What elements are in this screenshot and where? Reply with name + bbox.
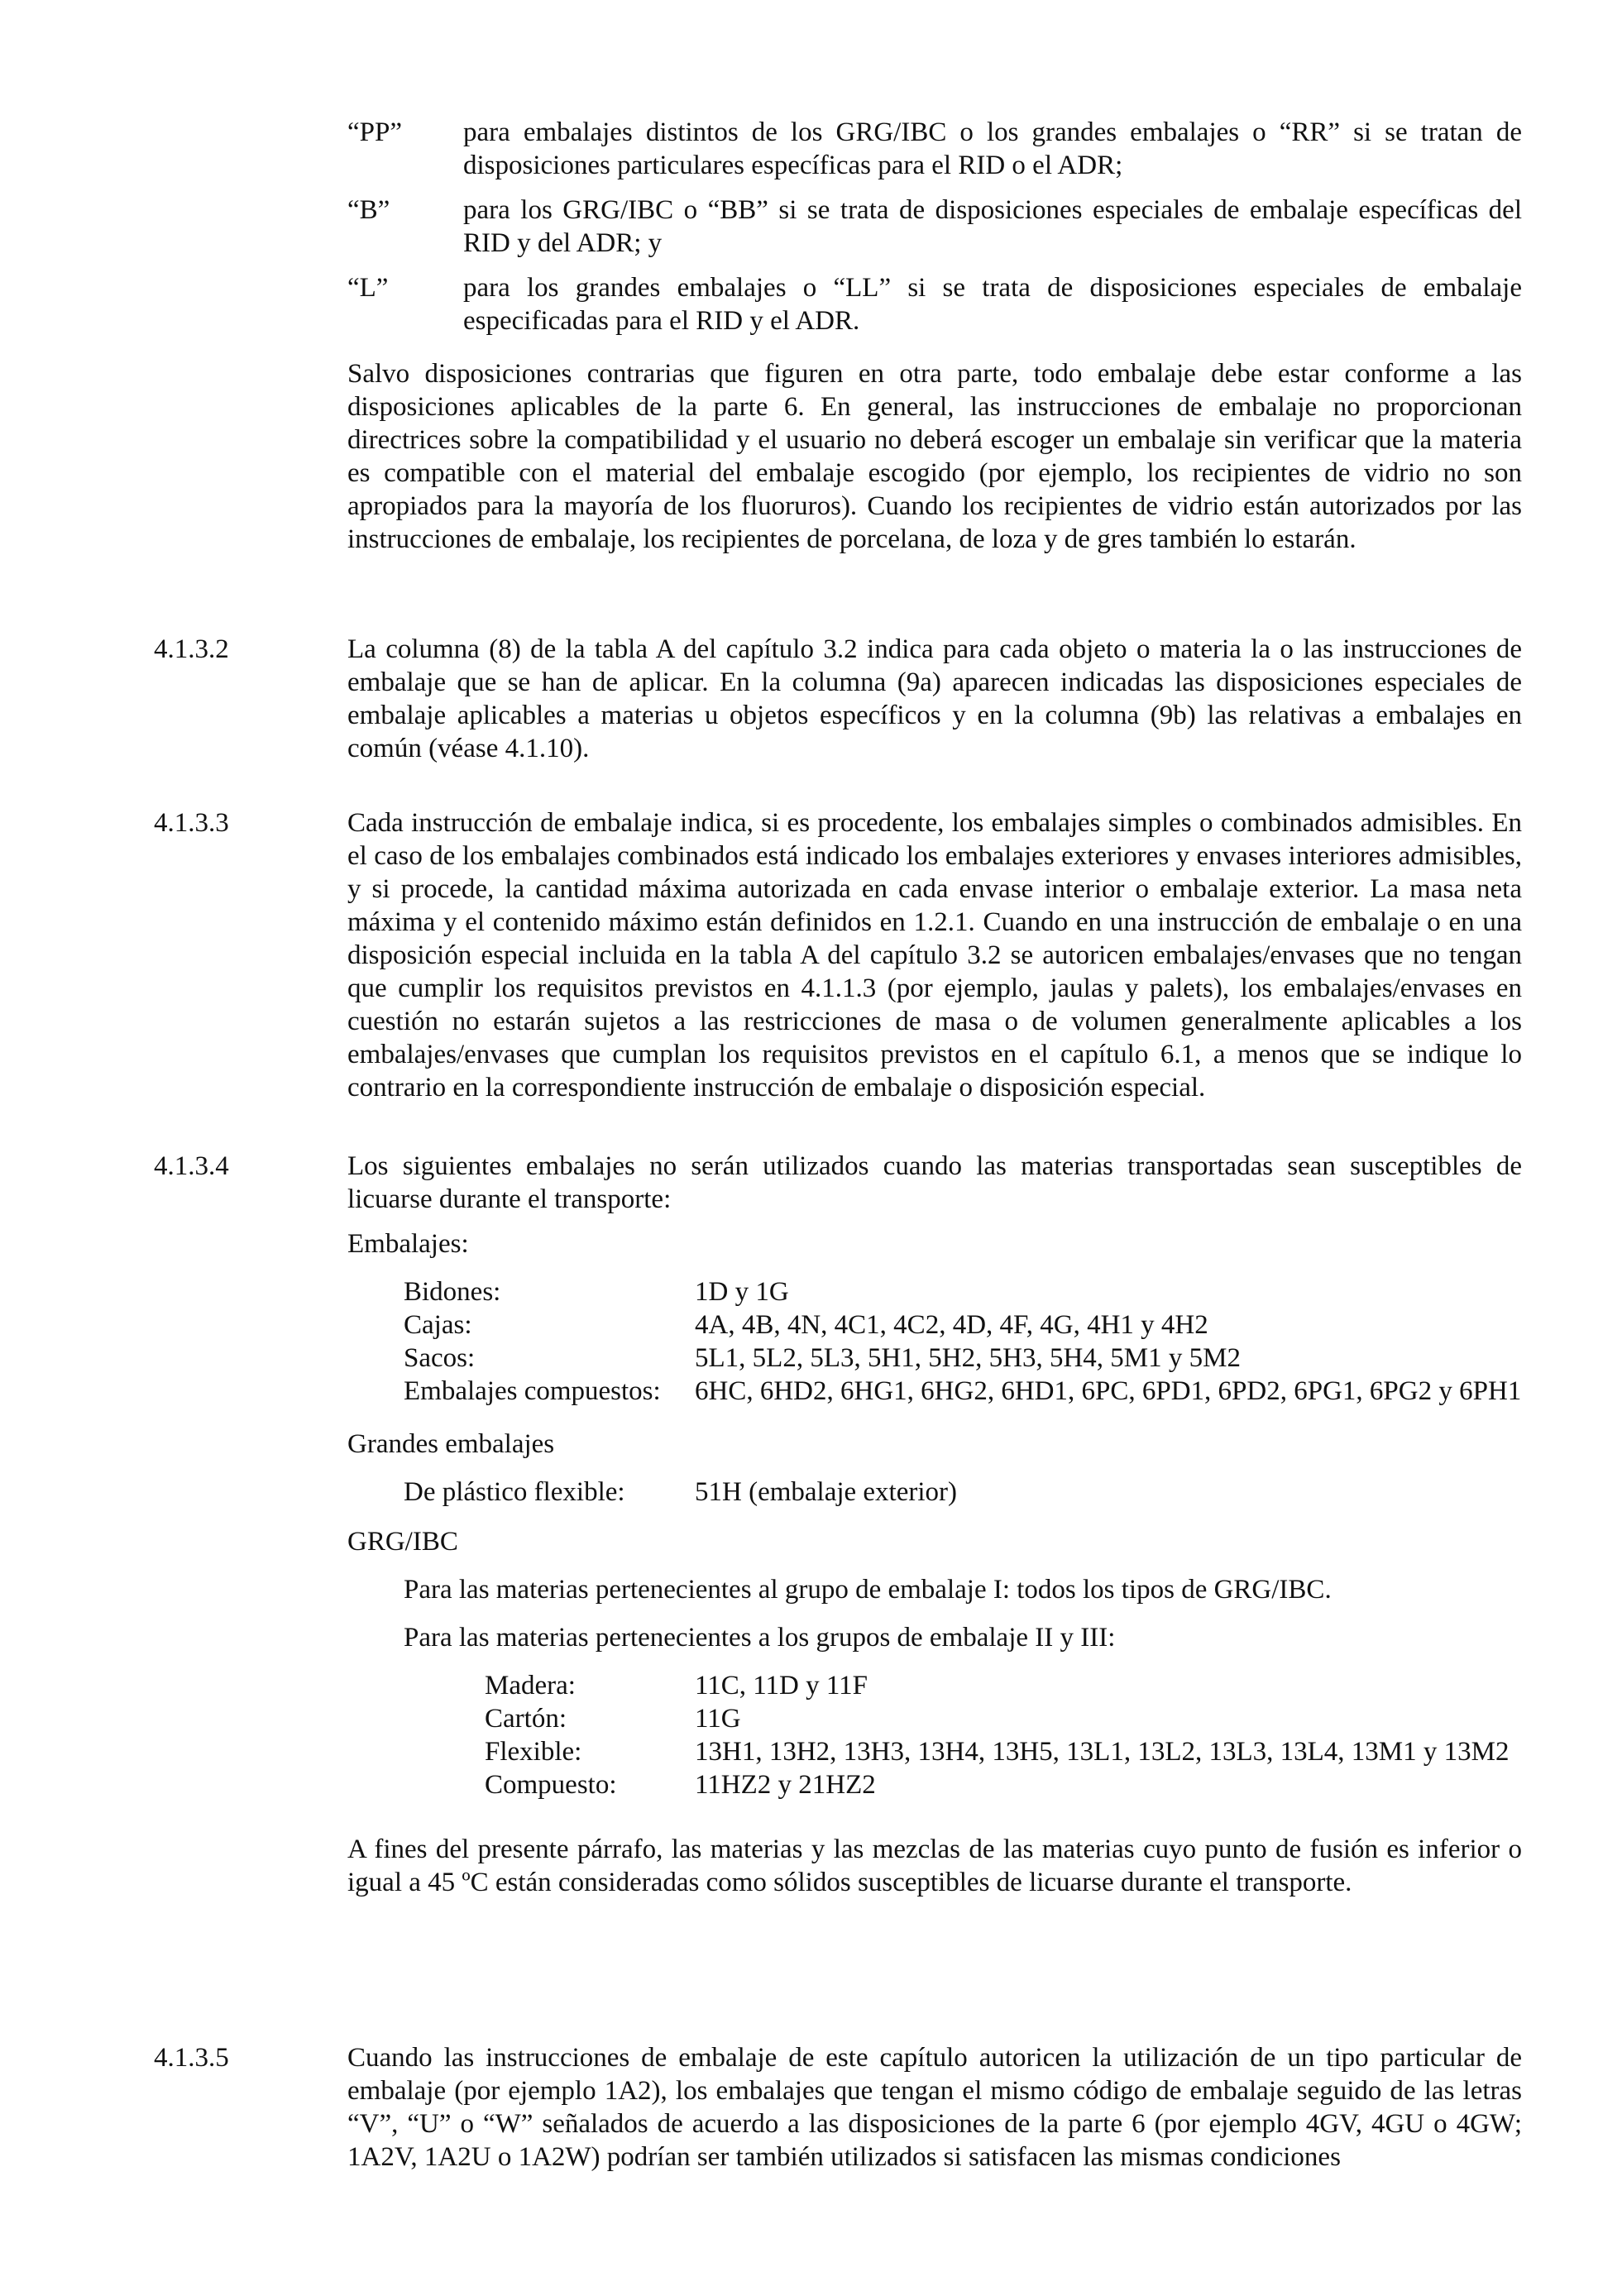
code-row-pp xyxy=(347,116,1522,182)
table-row xyxy=(485,1702,1522,1735)
row-value: 11G xyxy=(695,1704,741,1734)
table-row xyxy=(404,1476,1522,1509)
row-value: 13H1, 13H2, 13H3, 13H4, 13H5, 13L1, 13L2, 13L3, 13L4, 13M1 y 13M2 xyxy=(695,1737,1510,1767)
row-label: Flexible: xyxy=(485,1737,582,1767)
grg-group-2-3-text: Para las materias pertenecientes a los grupos de embalaje II y III: xyxy=(404,1623,1116,1653)
section-text: Cada instrucción de embalaje indica, si es procedente, los embalajes simples o combinados admisibles. En el caso de los embalajes combinados está indicado los embalajes exteriores y envases interiores admisibles, y si procede, la cantidad máxima autorizada en cada envase interior o embalaje exterior. La masa neta máxima y el contenido máximo están definidos en 1.2.1. Cuando en una instrucción de embalaje o en una disposición especial incluida en la tabla A del capítulo 3.2 se autoricen embalajes/envases que no tengan que cumplir los requisitos previstos en 4.1.1.3 (por ejemplo, jaulas y palets), los embalajes/envases en cuestión no estarán sujetos a las restricciones de masa o de volumen generalmente aplicables a los embalajes/envases que cumplan los requisitos previstos en el capítulo 6.1, a menos que se indique lo contrario en la correspondiente instrucción de embalaje o disposición especial. xyxy=(347,808,1522,1103)
code-description: para los grandes embalajes o “LL” si se trata de disposiciones especiales de embalaje especificadas para el RID y el ADR. xyxy=(463,273,1522,336)
section-text: Cuando las instrucciones de embalaje de este capítulo autoricen la utilización de un tipo particular de embalaje (por ejemplo 1A2), los embalajes que tengan el mismo código de embalaje seguido de las letras “V”, “U” o “W” señalados de acuerdo a las disposiciones de la parte 6 (por ejemplo 4GV, 4GU o 4GW; 1A2V, 1A2U o 1A2W) podrían ser también utilizados si satisfacen las mismas condiciones xyxy=(347,2043,1522,2172)
embalajes-table xyxy=(404,1275,1522,1408)
grandes-embalajes-table xyxy=(404,1476,1522,1509)
section-number: 4.1.3.4 xyxy=(154,1151,229,1181)
row-value: 5L1, 5L2, 5L3, 5H1, 5H2, 5H3, 5H4, 5M1 y 5M2 xyxy=(695,1343,1241,1373)
intro-paragraph-block xyxy=(347,357,1522,556)
table-row xyxy=(404,1342,1522,1375)
code-label: “B” xyxy=(347,195,390,225)
code-row-l xyxy=(347,271,1522,337)
row-label: De plástico flexible: xyxy=(404,1477,625,1507)
row-value: 4A, 4B, 4N, 4C1, 4C2, 4D, 4F, 4G, 4H1 y 4H2 xyxy=(695,1310,1208,1340)
row-value: 6HC, 6HD2, 6HG1, 6HG2, 6HD1, 6PC, 6PD1, 6PD2, 6PG1, 6PG2 y 6PH1 xyxy=(695,1376,1522,1406)
row-label: Madera: xyxy=(485,1671,576,1700)
section-number: 4.1.3.2 xyxy=(154,634,229,664)
grg-group-1-text: Para las materias pertenecientes al grupo de embalaje I: todos los tipos de GRG/IBC. xyxy=(404,1575,1332,1605)
row-value: 11C, 11D y 11F xyxy=(695,1671,868,1700)
special-provision-code-list xyxy=(347,116,1522,349)
row-label: Cajas: xyxy=(404,1310,472,1340)
code-label: “PP” xyxy=(347,117,402,147)
embalajes-heading: Embalajes: xyxy=(347,1229,469,1259)
row-value: 51H (embalaje exterior) xyxy=(695,1477,958,1507)
code-label: “L” xyxy=(347,273,389,303)
row-label: Compuesto: xyxy=(485,1770,617,1800)
row-value: 1D y 1G xyxy=(695,1277,789,1307)
section-body xyxy=(347,1150,1522,1899)
row-label: Sacos: xyxy=(404,1343,476,1373)
grandes-embalajes-heading: Grandes embalajes xyxy=(347,1429,555,1459)
grg-types-table xyxy=(485,1669,1522,1801)
code-description: para embalajes distintos de los GRG/IBC o los grandes embalajes o “RR” si se tratan de disposiciones particulares específicas para el RID o el ADR; xyxy=(463,117,1522,180)
section-number: 4.1.3.3 xyxy=(154,808,229,838)
table-row xyxy=(485,1669,1522,1702)
grg-ibc-heading: GRG/IBC xyxy=(347,1527,458,1557)
code-description: para los GRG/IBC o “BB” si se trata de disposiciones especiales de embalaje específicas del RID y del ADR; y xyxy=(463,195,1522,258)
table-row xyxy=(404,1375,1522,1408)
melting-point-note: A fines del presente párrafo, las materias y las mezclas de las materias cuyo punto de fusión es inferior o igual a 45 ºC están consideradas como sólidos susceptibles de licuarse durante el transporte. xyxy=(347,1834,1522,1897)
code-row-b xyxy=(347,194,1522,260)
row-label: Bidones: xyxy=(404,1277,501,1307)
section-text: Los siguientes embalajes no serán utilizados cuando las materias transportadas sean susceptibles de licuarse durante el transporte: xyxy=(347,1151,1522,1214)
table-row xyxy=(485,1768,1522,1801)
row-value: 11HZ2 y 21HZ2 xyxy=(695,1770,876,1800)
section-text: La columna (8) de la tabla A del capítulo 3.2 indica para cada objeto o materia la o las instrucciones de embalaje que se han de aplicar. En la columna (9a) aparecen indicadas las disposiciones especiales de embalaje aplicables a materias u objetos específicos y en la columna (9b) las relativas a embalajes en común (véase 4.1.10). xyxy=(347,634,1522,763)
row-label: Embalajes compuestos: xyxy=(404,1376,661,1406)
intro-paragraph: Salvo disposiciones contrarias que figuren en otra parte, todo embalaje debe estar conforme a las disposiciones aplicables de la parte 6. En general, las instrucciones de embalaje no proporcionan directrices sobre la compatibilidad y el usuario no deberá escoger un embalaje sin verificar que la materia es compatible con el material del embalaje escogido (por ejemplo, los recipientes de vidrio no son apropiados para la mayoría de los fluoruros). Cuando los recipientes de vidrio están autorizados por las instrucciones de embalaje, los recipientes de porcelana, de loza y de gres también lo estarán. xyxy=(347,359,1522,554)
table-row xyxy=(485,1735,1522,1768)
table-row xyxy=(404,1275,1522,1308)
section-number: 4.1.3.5 xyxy=(154,2043,229,2073)
table-row xyxy=(404,1308,1522,1342)
row-label: Cartón: xyxy=(485,1704,567,1734)
